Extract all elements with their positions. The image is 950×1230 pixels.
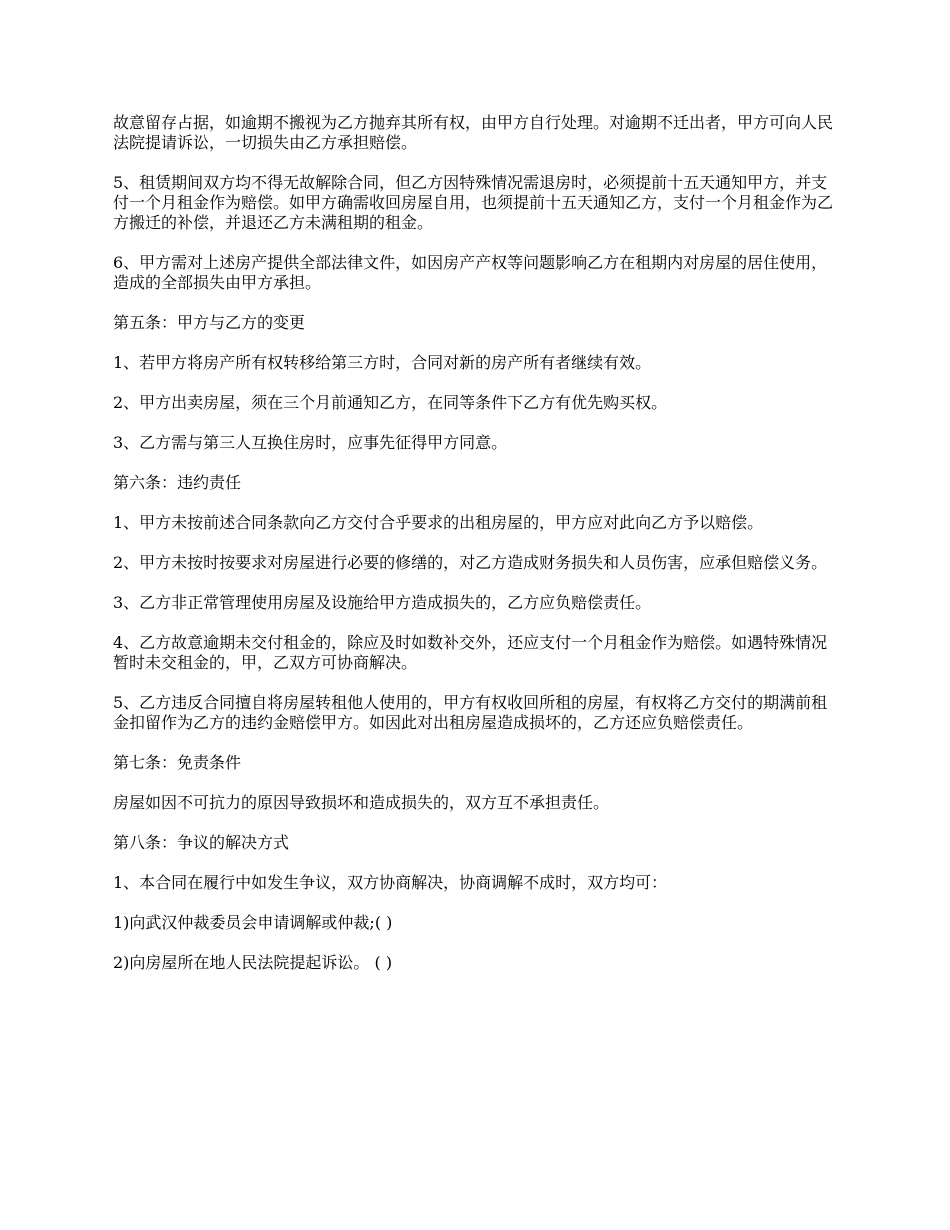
paragraph-breach-repair: 2、甲方未按时按要求对房屋进行必要的修缮的，对乙方造成财务损失和人员伤害，应承但赔偿义务。 xyxy=(113,553,828,572)
paragraph-legal-documents: 6、甲方需对上述房产提供全部法律文件，如因房产产权等问题影响乙方在租期内对房屋的居住使用，造成的全部损失由甲方承担。 xyxy=(113,253,828,292)
paragraph-dispute-arbitration: 1)向武汉仲裁委员会申请调解或仲裁;( ) xyxy=(113,913,393,932)
document-page xyxy=(113,113,841,993)
paragraph-early-termination: 5、租赁期间双方均不得无故解除合同，但乙方因特殊情况需退房时，必须提前十五天通知甲方，并支付一个月租金作为赔偿。如甲方确需收回房屋自用，也须提前十五天通知乙方，支付一个月租金作为乙方搬迁的补偿，并退还乙方未满租期的租金。 xyxy=(113,173,834,232)
section-heading-article-5: 第五条：甲方与乙方的变更 xyxy=(113,313,306,332)
paragraph-force-majeure: 房屋如因不可抗力的原因导致损坏和造成损失的，双方互不承担责任。 xyxy=(113,793,610,812)
paragraph-breach-late-rent: 4、乙方故意逾期未交付租金的，除应及时如数补交外，还应支付一个月租金作为赔偿。如遇特殊情况暂时未交租金的，甲，乙双方可协商解决。 xyxy=(113,633,828,672)
paragraph-breach-sublet: 5、乙方违反合同擅自将房屋转租他人使用的，甲方有权收回所租的房屋，有权将乙方交付的期满前租金扣留作为乙方的违约金赔偿甲方。如因此对出租房屋造成损坏的，乙方还应负赔偿责任。 xyxy=(113,693,828,732)
paragraph-housing-exchange: 3、乙方需与第三人互换住房时，应事先征得甲方同意。 xyxy=(113,433,508,452)
section-heading-article-8: 第八条：争议的解决方式 xyxy=(113,833,290,852)
paragraph-breach-misuse: 3、乙方非正常管理使用房屋及设施给甲方造成损失的，乙方应负赔偿责任。 xyxy=(113,593,652,612)
section-heading-article-7: 第七条：免责条件 xyxy=(113,753,242,772)
paragraph-sale-notice: 2、甲方出卖房屋，须在三个月前通知乙方，在同等条件下乙方有优先购买权。 xyxy=(113,393,668,412)
paragraph-overdue-occupancy: 故意留存占据，如逾期不搬视为乙方抛弃其所有权，由甲方自行处理。对逾期不迁出者，甲方可向人民法院提请诉讼，一切损失由乙方承担赔偿。 xyxy=(113,113,834,152)
paragraph-dispute-litigation: 2)向房屋所在地人民法院提起诉讼。 ( ) xyxy=(113,953,393,972)
paragraph-breach-delivery: 1、甲方未按前述合同条款向乙方交付合乎要求的出租房屋的，甲方应对此向乙方予以赔偿。 xyxy=(113,513,764,532)
paragraph-ownership-transfer: 1、若甲方将房产所有权转移给第三方时，合同对新的房产所有者继续有效。 xyxy=(113,353,652,372)
section-heading-article-6: 第六条：违约责任 xyxy=(113,473,242,492)
paragraph-dispute-resolution: 1、本合同在履行中如发生争议，双方协商解决，协商调解不成时，双方均可： xyxy=(113,873,668,892)
